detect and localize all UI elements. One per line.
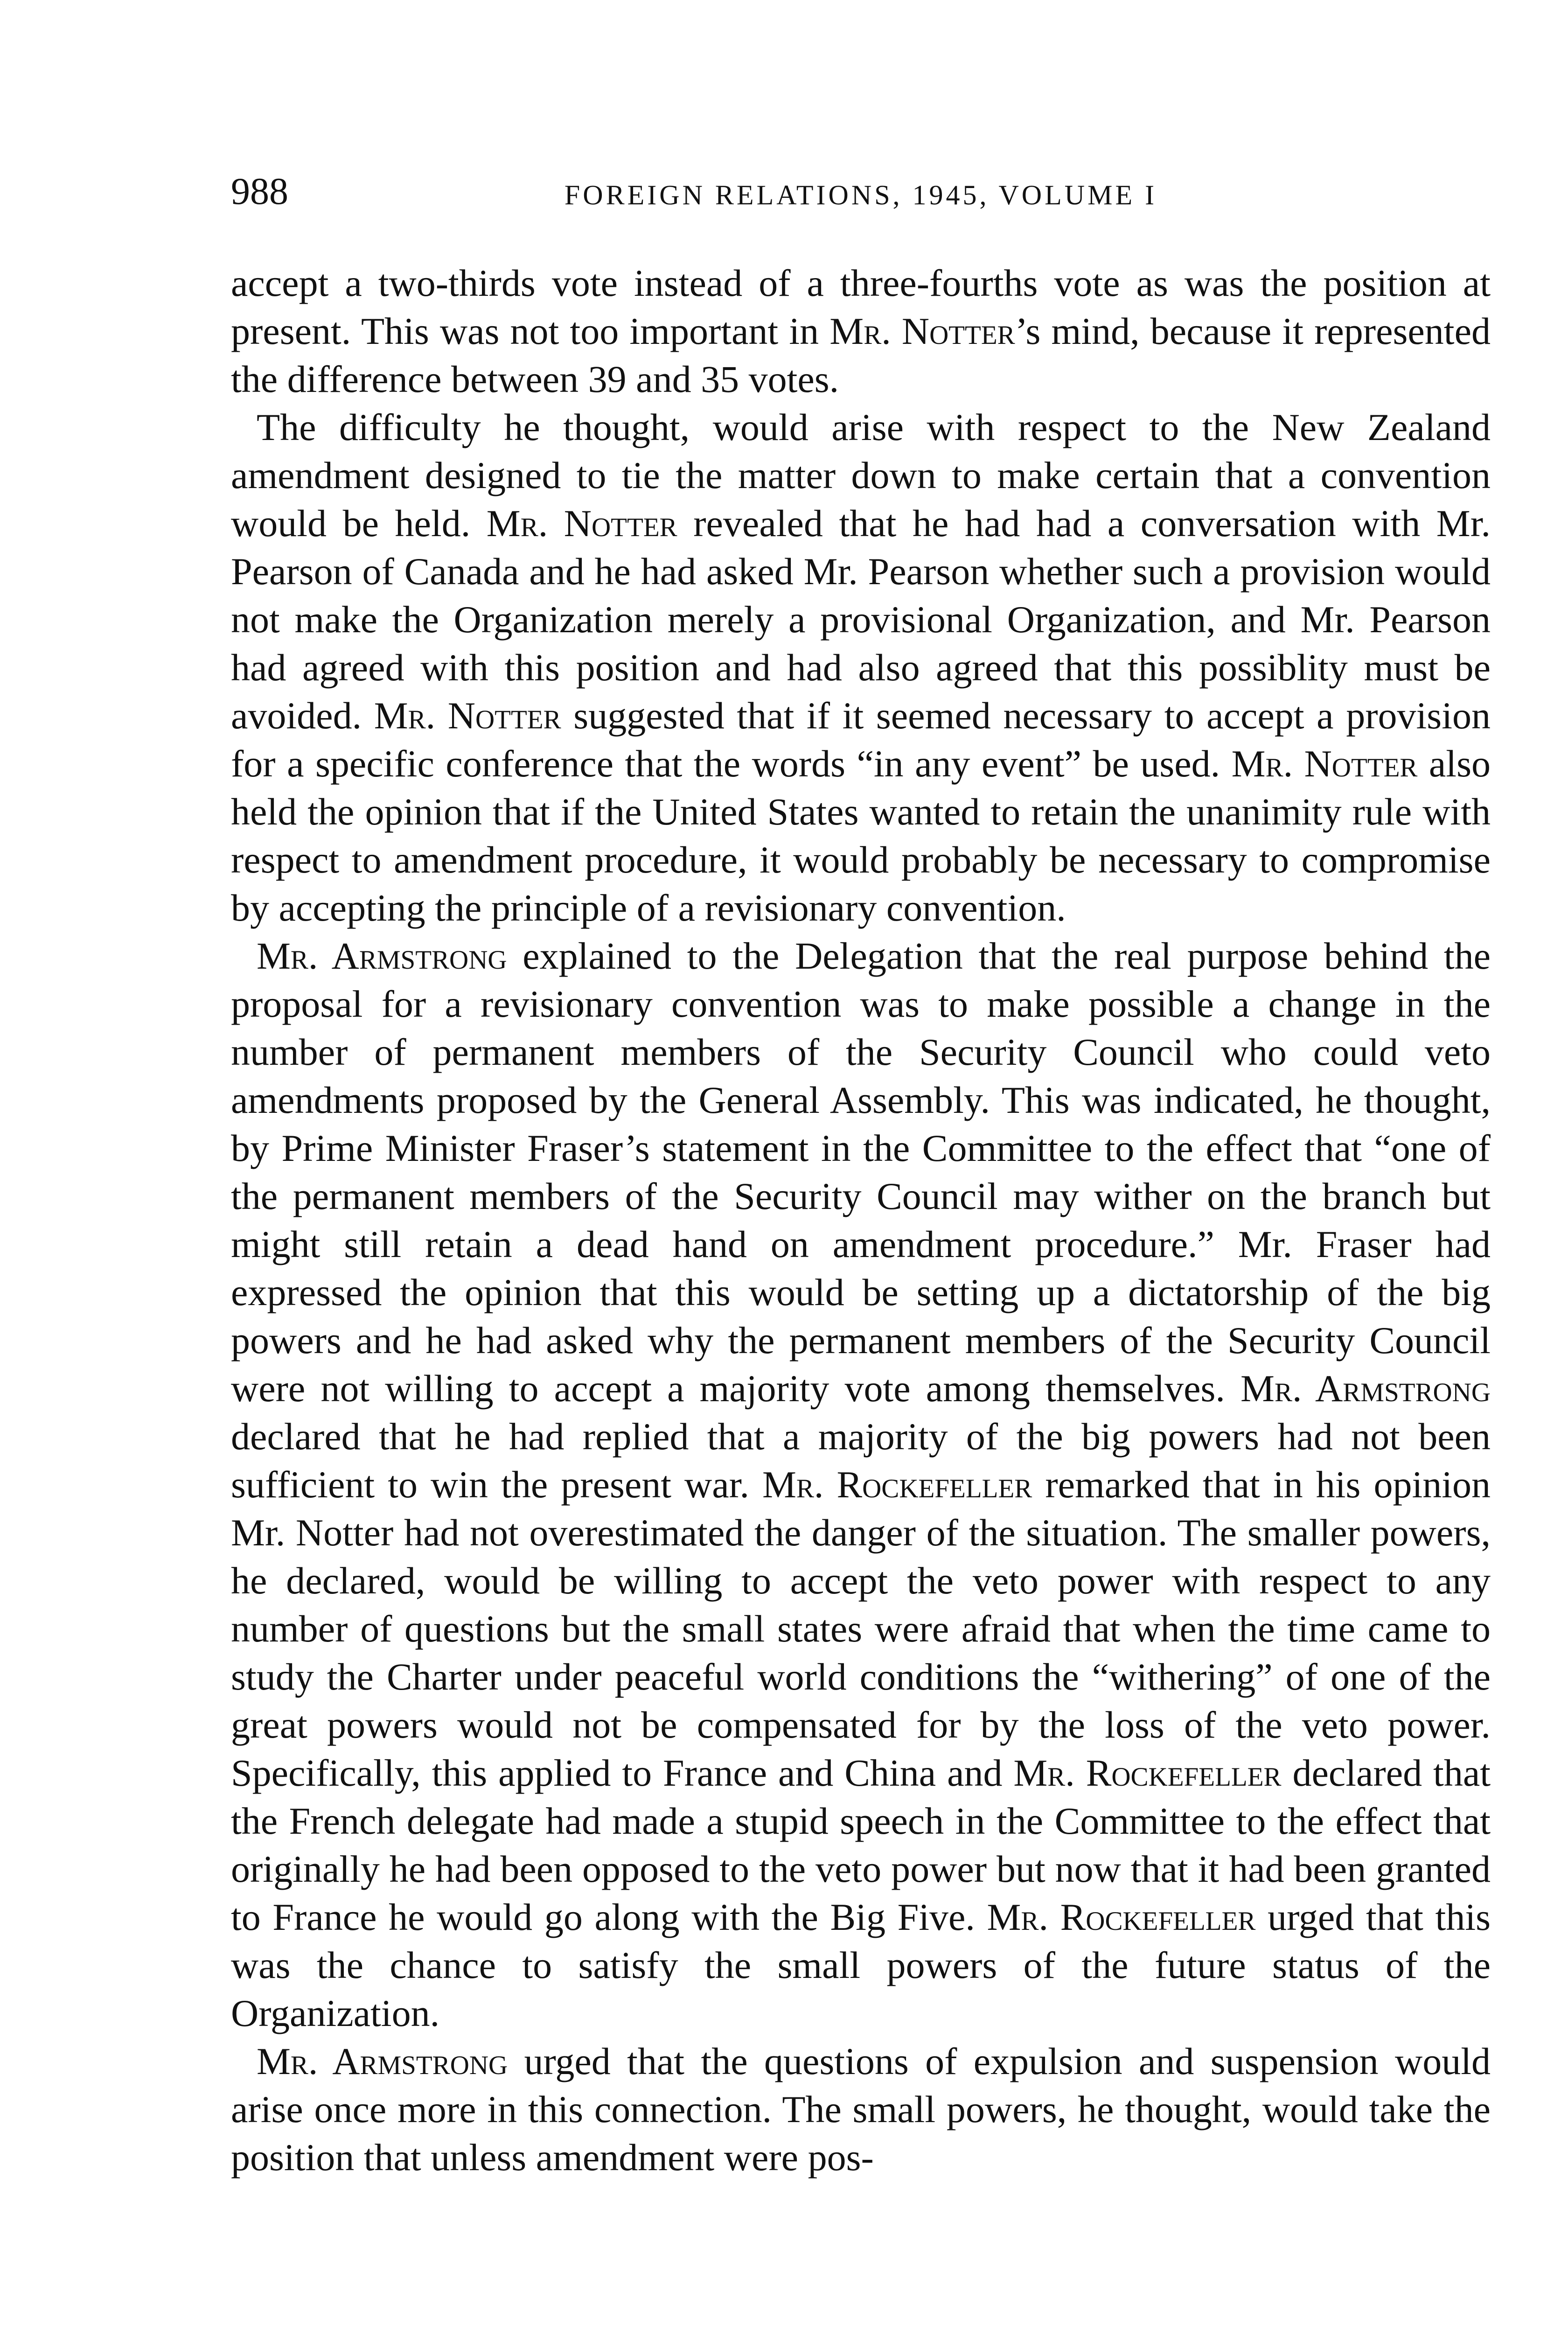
speaker-name: Mr. Notter — [486, 502, 677, 545]
paragraph — [231, 403, 1491, 932]
speaker-name: Mr. Armstrong — [257, 935, 507, 977]
paragraph-text: revealed that he had had a conversation with Mr. Pearson of Canada and he had asked Mr. Pearson whether such a provision would not make the Organization merely a provisional Organization, and Mr. Pearson had agreed with this position and had also agreed that this possiblity must be avoided. — [231, 502, 1491, 737]
running-title: FOREIGN RELATIONS, 1945, VOLUME I — [564, 180, 1157, 210]
paragraph-text: urged that the questions of expulsion and suspension would arise once more in this connection. The small powers, he thought, would take the position that unless amendment were pos- — [231, 2040, 1491, 2179]
paragraph-text: ’s mind, because it represented the difference between 39 and 35 votes. — [231, 310, 1491, 400]
document-page — [231, 168, 1491, 2181]
speaker-name: Mr. Notter — [829, 310, 1015, 352]
paragraph-text: suggested that if it seemed necessary to accept a provision for a specific conference that the words “in any event” be used. — [231, 694, 1491, 785]
paragraph-text: declared that the French delegate had made a stupid speech in the Committee to the effect that originally he had been opposed to the veto power but now that it had been granted to France he would go along with the Big Five. — [231, 1752, 1491, 1938]
speaker-name: Mr. Rockefeller — [1013, 1752, 1282, 1794]
page-header — [231, 168, 1491, 224]
paragraph — [231, 259, 1491, 403]
paragraph-text: The difficulty he thought, would arise with respect to the New Zealand amendment designed to tie the matter down to make certain that a convention would be held. — [231, 406, 1491, 545]
page-number: 988 — [231, 170, 288, 212]
paragraph-text: urged that this was the chance to satisfy the small powers of the future status of the Organization. — [231, 1896, 1491, 2034]
paragraph — [231, 2037, 1491, 2181]
speaker-name: Mr. Rockefeller — [762, 1463, 1032, 1506]
speaker-name: Mr. Rockefeller — [987, 1896, 1256, 1938]
paragraph-text: accept a two-thirds vote instead of a three-fourths vote as was the position at present. This was not too important in — [231, 262, 1491, 352]
body-text — [231, 259, 1491, 2181]
speaker-name: Mr. Armstrong — [257, 2040, 508, 2082]
paragraph-text: explained to the Delegation that the real purpose behind the proposal for a revisionary convention was to make possible a change in the number of permanent members of the Security Council who could veto amendments proposed by the General Assembly. This was indicated, he thought, by Prime Minister Fraser’s statement in the Committee to the effect that “one of the permanent members of the Security Council may wither on the branch but might still retain a dead hand on amendment procedure.” Mr. Fraser had expressed the opinion that this would be setting up a dictatorship of the big powers and he had asked why the permanent members of the Security Council were not willing to accept a majority vote among themselves. — [231, 935, 1491, 1410]
paragraph-text: remarked that in his opinion Mr. Notter had not overestimated the danger of the situation. The smaller powers, he declared, would be willing to accept the veto power with respect to any number of questions but the small states were afraid that when the time came to study the Charter under peaceful world conditions the “withering” of one of the great powers would not be compensated for by the loss of the veto power. Specifically, this applied to France and China and — [231, 1463, 1491, 1794]
paragraph-text: also held the opinion that if the United States wanted to retain the unanimity rule with respect to amendment procedure, it would probably be necessary to compromise by accepting the principle of a revisionary convention. — [231, 742, 1491, 929]
speaker-name: Mr. Armstrong — [1240, 1367, 1491, 1410]
paragraph — [231, 932, 1491, 2037]
speaker-name: Mr. Notter — [374, 694, 561, 737]
paragraph-text: declared that he had replied that a majority of the big powers had not been sufficient to win the present war. — [231, 1415, 1491, 1506]
speaker-name: Mr. Notter — [1231, 742, 1418, 785]
